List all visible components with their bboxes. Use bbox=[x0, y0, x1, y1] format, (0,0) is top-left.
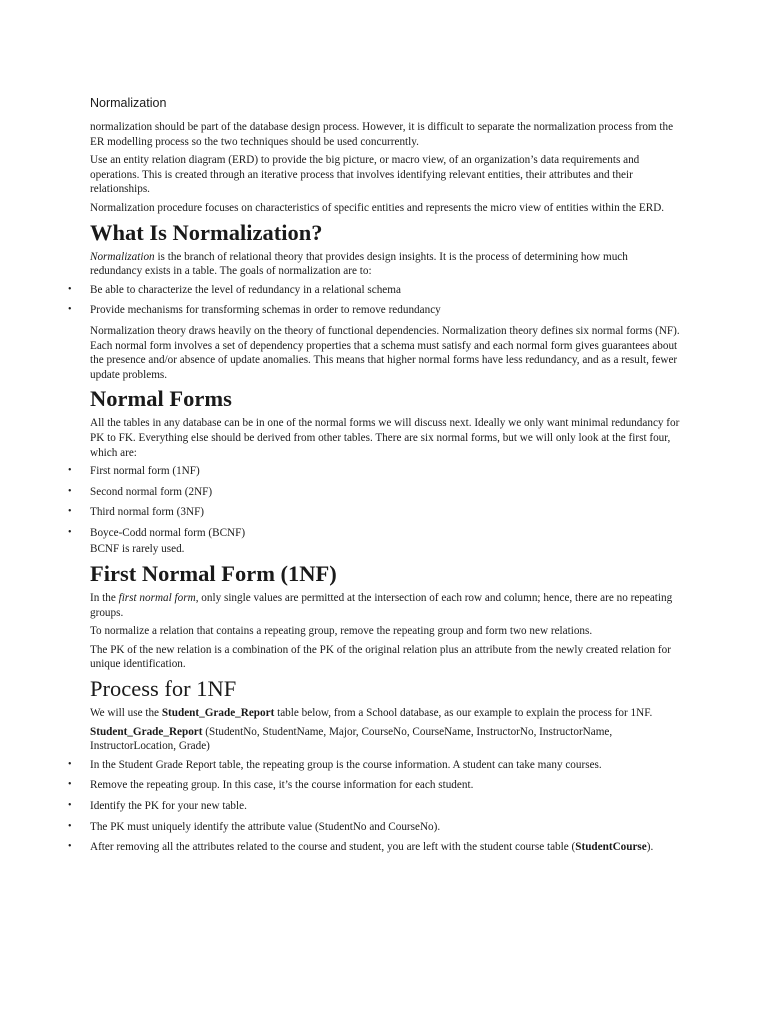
bcnf-note: BCNF is rarely used. bbox=[90, 543, 185, 556]
what-is-paragraph-1-text: is the branch of relational theory that provides design insights. It is the process of determining how much redundancy exists in a table. The goals of normalization are to: bbox=[90, 250, 628, 278]
first-normal-form-term: first normal form bbox=[118, 592, 196, 605]
list-item bbox=[68, 840, 680, 855]
intro-paragraph-3: Normalization procedure focuses on characteristics of specific entities and represents the micro view of entities within the ERD. bbox=[90, 201, 665, 214]
document-title: Normalization bbox=[90, 96, 167, 110]
list-item-text: Be able to characterize the level of redundancy in a relational schema bbox=[90, 283, 401, 296]
process-paragraph-1-text: table below, from a School database, as our example to explain the process for 1NF. bbox=[274, 707, 653, 720]
heading-first-normal-form: First Normal Form (1NF) bbox=[90, 561, 337, 587]
list-item bbox=[68, 283, 680, 298]
heading-what-is-normalization: What Is Normalization? bbox=[90, 219, 323, 245]
process-steps-list bbox=[68, 758, 680, 855]
list-item-text: Provide mechanisms for transforming schemas in order to remove redundancy bbox=[90, 304, 441, 317]
student-course-term: StudentCourse bbox=[575, 841, 647, 854]
bullet-icon: • bbox=[68, 283, 72, 295]
list-item-text: After removing all the attributes related to the course and student, you are left with the student course table ( bbox=[90, 841, 576, 854]
first-nf-paragraph-2: To normalize a relation that contains a repeating group, remove the repeating group and form two new relations. bbox=[90, 625, 593, 638]
bullet-icon: • bbox=[68, 779, 72, 791]
first-nf-paragraph-1 bbox=[90, 591, 680, 620]
student-grade-report-schema-attributes: (StudentNo, StudentName, Major, CourseNo, CourseName, InstructorNo, InstructorName, InstructorLocation, Grade) bbox=[90, 725, 613, 753]
normalization-term: Normalization bbox=[90, 250, 155, 263]
bullet-icon: • bbox=[68, 800, 72, 811]
bullet-icon: • bbox=[68, 820, 72, 832]
list-item-text: Boyce-Codd normal form (BCNF) bbox=[90, 526, 246, 539]
process-paragraph-1-pre: We will use the bbox=[90, 707, 162, 720]
normal-forms-paragraph: All the tables in any database can be in one of the normal forms we will discuss next. Ideally we only want minimal redundancy for PK to FK. Everything else should be derived from other tables. There are six normal forms, but we will only look at the first four, which are: bbox=[90, 417, 680, 459]
first-nf-paragraph-1-pre: In the bbox=[90, 592, 119, 605]
list-item bbox=[68, 820, 680, 835]
student-grade-report-term: Student_Grade_Report bbox=[161, 707, 275, 720]
list-item-text: Identify the PK for your new table. bbox=[90, 800, 247, 812]
bullet-icon: • bbox=[68, 465, 72, 477]
bullet-icon: • bbox=[68, 485, 72, 497]
list-item bbox=[68, 526, 680, 541]
list-item bbox=[68, 303, 680, 318]
first-nf-paragraph-3: The PK of the new relation is a combination of the PK of the original relation plus an attribute from the newly created relation for unique identification. bbox=[90, 643, 671, 671]
list-item bbox=[68, 464, 680, 479]
bullet-icon: • bbox=[68, 758, 72, 770]
list-item-text: The PK must uniquely identify the attribute value (StudentNo and CourseNo). bbox=[90, 820, 441, 833]
list-item-text-end: ). bbox=[646, 841, 654, 854]
process-paragraph-1 bbox=[90, 706, 680, 721]
process-paragraph-2 bbox=[90, 725, 680, 754]
list-item-text: Remove the repeating group. In this case, it’s the course information for each student. bbox=[90, 779, 474, 792]
list-item-text: Third normal form (3NF) bbox=[90, 506, 205, 519]
bullet-icon: • bbox=[68, 841, 72, 853]
list-item bbox=[68, 778, 680, 793]
list-item bbox=[68, 799, 680, 814]
document-content bbox=[68, 96, 680, 861]
bullet-icon: • bbox=[68, 526, 72, 538]
what-is-paragraph-2: Normalization theory draws heavily on the theory of functional dependencies. Normalization theory defines six normal forms (NF). Each normal form involves a set of dependency properties that a schema must satisfy and each normal form gives guarantees about the presence and/or absence of update anomalies. This means that higher normal forms have less redundancy, and as a result, fewer update problems. bbox=[90, 324, 680, 381]
goals-list bbox=[68, 283, 680, 318]
normal-forms-list bbox=[68, 464, 680, 540]
what-is-paragraph-1 bbox=[90, 250, 680, 279]
bullet-icon: • bbox=[68, 506, 72, 518]
first-nf-paragraph-1-text: , only single values are permitted at the intersection of each row and column; hence, there are no repeating groups. bbox=[90, 592, 673, 619]
student-grade-report-schema-name: Student_Grade_Report bbox=[90, 725, 203, 738]
list-item-text: In the Student Grade Report table, the repeating group is the course information. A student can take many courses. bbox=[90, 758, 602, 771]
list-item bbox=[68, 758, 680, 773]
intro-paragraph-1: normalization should be part of the database design process. However, it is difficult to separate the normalization process from the ER modelling process so the two techniques should be used concurrently. bbox=[90, 121, 674, 148]
heading-normal-forms: Normal Forms bbox=[90, 386, 232, 412]
list-item bbox=[68, 505, 680, 520]
bullet-icon: • bbox=[68, 304, 72, 316]
heading-process-for-1nf: Process for 1NF bbox=[90, 676, 237, 702]
list-item-text: Second normal form (2NF) bbox=[90, 485, 213, 498]
list-item bbox=[68, 485, 680, 500]
intro-paragraph-2: Use an entity relation diagram (ERD) to provide the big picture, or macro view, of an organization’s data requirements and operations. This is created through an iterative process that involves identifying relevant entities, their attributes and their relationships. bbox=[90, 154, 640, 196]
list-item-text: First normal form (1NF) bbox=[90, 465, 200, 478]
